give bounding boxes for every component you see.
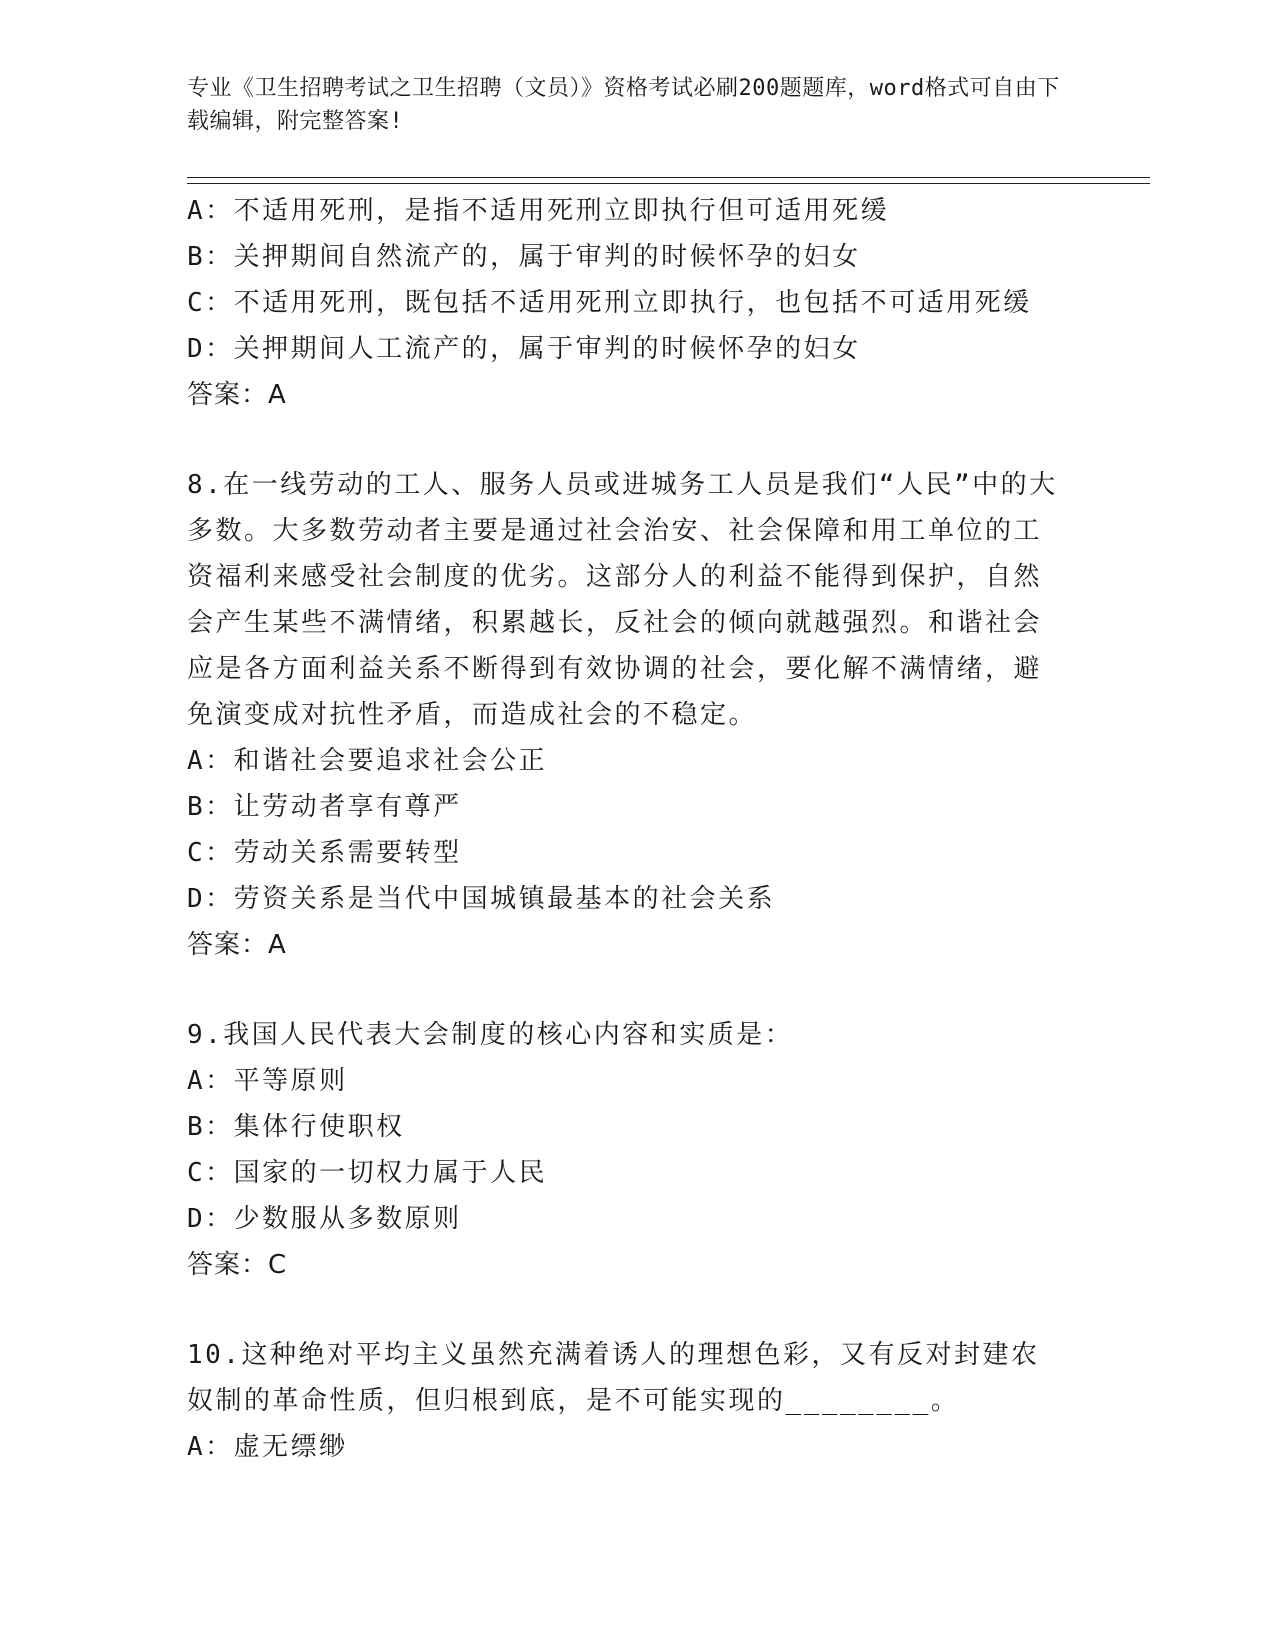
document-header (187, 72, 1067, 138)
option-d: D：劳资关系是当代中国城镇最基本的社会关系 (187, 884, 776, 914)
question-stem: 8.在一线劳动的工人、服务人员或进城务工人员是我们“人民”中的大多数。大多数劳动者主要是通过社会治安、社会保障和用工单位的工资福利来感受社会制度的优劣。这部分人的利益不能得到保护，自然会产生某些不满情绪，积累越长，反社会的倾向就越强烈。和谐社会应是各方面利益关系不断得到有效协调的社会，要化解不满情绪，避免演变成对抗性矛盾，而造成社会的不稳定。 (187, 470, 1058, 730)
spacer (187, 418, 1087, 462)
option-c: C：国家的一切权力属于人民 (187, 1158, 548, 1188)
question-stem: 10.这种绝对平均主义虽然充满着诱人的理想色彩，又有反对封建农奴制的革命性质，但归根到底，是不可能实现的________。 (187, 1340, 1040, 1416)
header-rule-bottom (187, 183, 1150, 184)
answer: 答案：C (187, 1250, 288, 1280)
question-stem: 9.我国人民代表大会制度的核心内容和实质是： (187, 1020, 794, 1050)
option-a: A：虚无缥缈 (187, 1432, 348, 1462)
option-c: C：劳动关系需要转型 (187, 838, 462, 868)
question-8 (187, 462, 1087, 968)
question-9 (187, 1012, 1087, 1288)
option-a: A：平等原则 (187, 1066, 348, 1096)
option-c: C：不适用死刑，既包括不适用死刑立即执行，也包括不可适用死缓 (187, 288, 1032, 318)
option-a: A：不适用死刑，是指不适用死刑立即执行但可适用死缓 (187, 196, 890, 226)
question-10 (187, 1332, 1087, 1470)
answer: 答案：A (187, 380, 287, 410)
option-d: D：少数服从多数原则 (187, 1204, 462, 1234)
answer: 答案：A (187, 930, 287, 960)
option-d: D：关押期间人工流产的，属于审判的时候怀孕的妇女 (187, 334, 861, 364)
spacer (187, 968, 1087, 1012)
spacer (187, 1288, 1087, 1332)
option-b: B：集体行使职权 (187, 1112, 405, 1142)
question-content (187, 188, 1087, 1470)
option-b: B：让劳动者享有尊严 (187, 792, 462, 822)
option-b: B：关押期间自然流产的，属于审判的时候怀孕的妇女 (187, 242, 861, 272)
header-title: 专业《卫生招聘考试之卫生招聘（文员）》资格考试必刷200题题库，word格式可自由下载编辑，附完整答案! (187, 76, 1060, 134)
question-7-partial (187, 188, 1087, 418)
header-rule-top (187, 177, 1150, 178)
option-a: A：和谐社会要追求社会公正 (187, 746, 548, 776)
